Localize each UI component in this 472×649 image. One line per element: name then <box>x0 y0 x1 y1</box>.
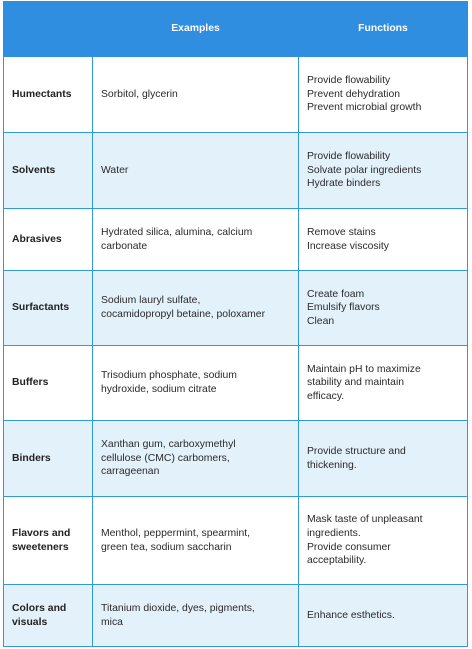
examples-cell <box>93 57 299 133</box>
category-cell <box>4 346 93 421</box>
table-row <box>4 271 468 346</box>
category-line: Colors and <box>12 602 67 614</box>
functions-line: Create foam <box>307 288 365 300</box>
functions-line: Clean <box>307 315 335 327</box>
functions-line: Provide structure and <box>307 445 406 457</box>
functions-cell <box>299 497 468 585</box>
functions-line: Prevent microbial growth <box>307 102 422 114</box>
functions-cell <box>299 346 468 421</box>
functions-line: thickening. <box>307 459 357 471</box>
header-examples: Examples <box>93 2 299 57</box>
functions-cell <box>299 421 468 497</box>
table-row <box>4 497 468 585</box>
category-line: Buffers <box>12 377 49 389</box>
examples-cell <box>93 271 299 346</box>
functions-line: Prevent dehydration <box>307 88 400 100</box>
examples-line: Sorbitol, glycerin <box>101 88 178 100</box>
table-row <box>4 421 468 497</box>
functions-line: Emulsify flavors <box>307 302 380 314</box>
examples-line: hydroxide, sodium citrate <box>101 384 217 395</box>
functions-cell <box>299 271 468 346</box>
table-body <box>4 57 468 647</box>
category-cell <box>4 271 93 346</box>
category-line: Solvents <box>12 164 56 176</box>
category-line: Flavors and <box>12 527 71 539</box>
category-line: Surfactants <box>12 302 70 314</box>
category-line: sweeteners <box>12 541 69 553</box>
examples-line: Hydrated silica, alumina, calcium <box>101 226 253 238</box>
examples-cell <box>93 421 299 497</box>
functions-cell <box>299 585 468 647</box>
category-cell <box>4 57 93 133</box>
functions-line: efficacy. <box>307 390 345 402</box>
examples-line: carbonate <box>101 240 148 252</box>
functions-line: Hydrate binders <box>307 178 381 190</box>
examples-cell <box>93 497 299 585</box>
functions-cell <box>299 209 468 271</box>
examples-line: carrageenan <box>101 466 160 478</box>
header-functions: Functions <box>299 2 468 57</box>
category-line: Humectants <box>12 88 72 100</box>
header-row <box>4 2 468 57</box>
functions-line: Provide consumer <box>307 541 391 553</box>
table-row <box>4 346 468 421</box>
table-row <box>4 133 468 209</box>
examples-line: Xanthan gum, carboxymethyl <box>101 439 236 451</box>
examples-line: cocamidopropyl betaine, poloxamer <box>101 309 266 320</box>
examples-line: Water <box>101 164 129 176</box>
examples-line: mica <box>101 616 123 628</box>
header-category <box>4 2 93 57</box>
category-cell <box>4 133 93 209</box>
examples-cell <box>93 585 299 647</box>
examples-cell <box>93 133 299 209</box>
functions-line: Maintain pH to maximize <box>307 363 421 375</box>
table-row <box>4 585 468 647</box>
examples-cell <box>93 346 299 421</box>
category-line: Abrasives <box>12 233 62 245</box>
examples-line: Sodium lauryl sulfate, <box>101 295 201 307</box>
examples-cell <box>93 209 299 271</box>
functions-line: ingredients. <box>307 527 361 539</box>
table-row <box>4 209 468 271</box>
category-cell <box>4 497 93 585</box>
examples-line: cellulose (CMC) carbomers, <box>101 452 230 464</box>
category-line: visuals <box>12 616 48 628</box>
ingredients-table <box>3 1 468 647</box>
category-line: Binders <box>12 452 51 464</box>
table-row <box>4 57 468 133</box>
functions-line: Increase viscosity <box>307 240 389 252</box>
functions-line: Solvate polar ingredients <box>307 164 422 176</box>
category-cell <box>4 585 93 647</box>
functions-line: Remove stains <box>307 226 376 238</box>
functions-line: Mask taste of unpleasant <box>307 514 423 526</box>
functions-line: acceptability. <box>307 555 367 567</box>
examples-line: Trisodium phosphate, sodium <box>101 370 237 382</box>
examples-line: green tea, sodium saccharin <box>101 541 232 553</box>
functions-line: Provide flowability <box>307 75 391 87</box>
functions-line: Provide flowability <box>307 151 391 163</box>
category-cell <box>4 209 93 271</box>
examples-line: Menthol, peppermint, spearmint, <box>101 527 251 539</box>
category-cell <box>4 421 93 497</box>
functions-line: Enhance esthetics. <box>307 609 395 621</box>
functions-cell <box>299 133 468 209</box>
functions-cell <box>299 57 468 133</box>
functions-line: stability and maintain <box>307 377 405 389</box>
examples-line: Titanium dioxide, dyes, pigments, <box>101 602 255 614</box>
